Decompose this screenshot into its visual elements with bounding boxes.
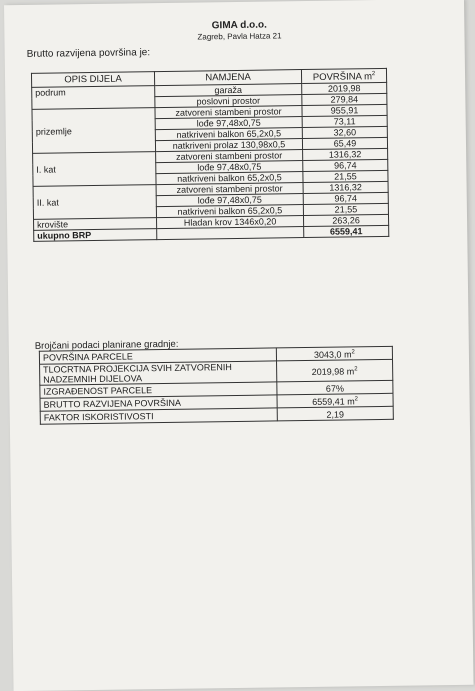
cell-purpose: zatvoreni stambeni prostor xyxy=(156,150,303,163)
summary-value-sup: 2 xyxy=(355,396,358,402)
row-label-prizemlje: prizemlje xyxy=(32,108,156,154)
header-part: OPIS DIJELA xyxy=(31,72,154,88)
cell-area: 32,60 xyxy=(302,127,387,139)
summary-label: FAKTOR ISKORISTIVOSTI xyxy=(40,408,277,424)
intro-text: Brutto razvijena površina je: xyxy=(27,47,151,60)
cell-purpose: garaža xyxy=(155,84,302,97)
summary-table xyxy=(39,346,394,425)
company-address: Zagreb, Pavla Hatza 21 xyxy=(154,31,324,42)
cell-area: 279,84 xyxy=(302,94,387,106)
cell-area: 96,74 xyxy=(303,193,388,205)
cell-purpose: natkriveni balkon 65,2x0,5 xyxy=(155,128,302,141)
summary-value-text: 67% xyxy=(326,384,344,394)
summary-value-sup: 2 xyxy=(351,349,354,355)
cell-area: 1316,32 xyxy=(303,149,388,161)
row-label-kat2: II. kat xyxy=(33,185,156,220)
letterhead xyxy=(154,19,324,42)
total-empty xyxy=(157,227,304,240)
cell-area: 96,74 xyxy=(303,160,388,172)
cell-purpose: zatvoreni stambeni prostor xyxy=(155,106,302,119)
header-area-sup: 2 xyxy=(372,71,375,77)
row-label-podrum: podrum xyxy=(32,86,155,110)
header-purpose: NAMJENA xyxy=(154,70,301,86)
cell-purpose: natkriveni balkon 65,2x0,5 xyxy=(156,205,303,218)
planned-construction-heading: Brojčani podaci planirane gradnje: xyxy=(35,339,179,352)
cell-purpose: lođe 97,48x0,75 xyxy=(156,194,303,207)
cell-purpose: Hladan krov 1346x0,20 xyxy=(157,216,304,229)
header-area xyxy=(301,68,386,83)
cell-purpose: poslovni prostor xyxy=(155,95,302,108)
area-table xyxy=(31,68,389,242)
row-label-kat1: I. kat xyxy=(33,152,156,187)
total-value: 6559,41 xyxy=(304,226,389,238)
header-area-text: POVRŠINA m xyxy=(313,71,372,83)
cell-area: 21,55 xyxy=(303,204,388,216)
summary-value-text: 3043,0 m xyxy=(314,349,352,360)
cell-area: 1316,32 xyxy=(303,182,388,194)
document-page xyxy=(4,0,474,691)
cell-area: 21,55 xyxy=(303,171,388,183)
summary-label: POVRŠINA PARCELE xyxy=(39,348,276,364)
summary-value-text: 2,19 xyxy=(326,410,344,420)
cell-purpose: natkriveni prolaz 130,98x0,5 xyxy=(155,139,302,152)
cell-purpose: lođe 97,48x0,75 xyxy=(156,161,303,174)
cell-purpose: zatvoreni stambeni prostor xyxy=(156,183,303,196)
cell-area: 955,91 xyxy=(302,105,387,117)
summary-label: BRUTTO RAZVIJENA POVRŠINA xyxy=(40,395,277,411)
summary-value xyxy=(277,359,393,382)
company-name: GIMA d.o.o. xyxy=(154,19,324,32)
summary-value-text: 6559,41 m xyxy=(312,396,355,407)
cell-area: 2019,98 xyxy=(302,83,387,95)
cell-area: 263,26 xyxy=(303,215,388,227)
summary-value-sup: 2 xyxy=(354,366,357,372)
total-label: ukupno BRP xyxy=(34,229,157,242)
row-label-krov: krovište xyxy=(34,218,157,231)
cell-purpose: lođe 97,48x0,75 xyxy=(155,117,302,130)
cell-purpose: natkriveni balkon 65,2x0,5 xyxy=(156,172,303,185)
summary-value-text: 2019,98 m xyxy=(312,366,355,377)
cell-area: 73,11 xyxy=(302,116,387,128)
summary-label: TLOCRTNA PROJEKCIJA SVIH ZATVORENIH NADZEMNIH DIJELOVA xyxy=(40,361,277,385)
summary-label: IZGRAĐENOST PARCELE xyxy=(40,382,277,398)
cell-area: 65,49 xyxy=(302,138,387,150)
summary-value xyxy=(277,406,393,421)
